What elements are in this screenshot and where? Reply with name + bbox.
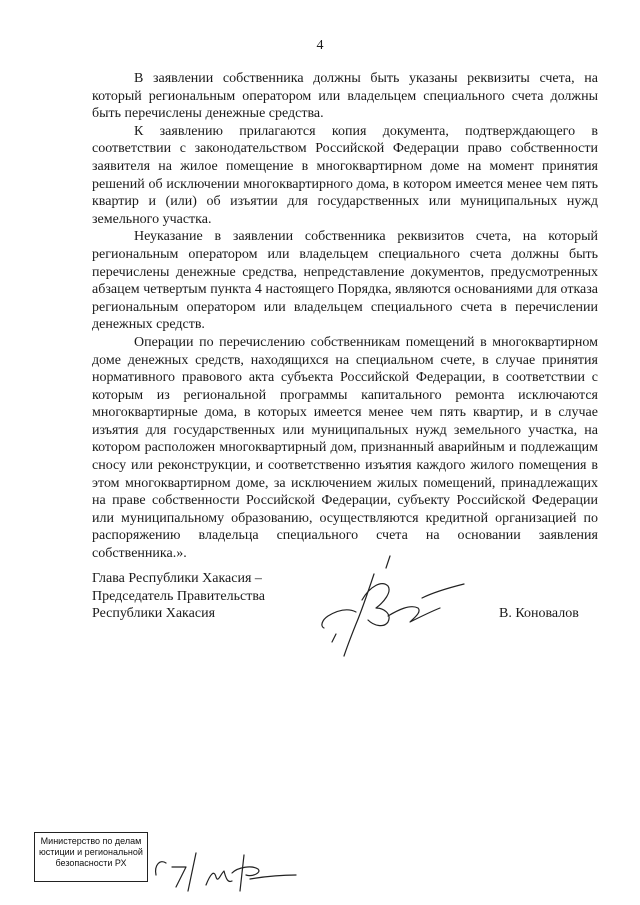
document-body — [92, 70, 598, 563]
signatory-title-line: Глава Республики Хакасия – — [92, 571, 262, 586]
page-number: 4 — [316, 38, 324, 53]
ministry-stamp — [34, 832, 148, 882]
signatory-title-line: Председатель Правительства — [92, 588, 265, 604]
paragraph-transfer-operations: Операции по перечислению собственникам помещений в многоквартирном доме денежных средств, находящихся на специальном счете, в случае принятия нормативного правового акта субъекта Российской Федерации, в соответствии с которым из региональной программы капитального ремонта исключаются многоквартирные дома, в которых имеется менее чем пять квартир, и в случае изъятия для государственных или муниципальных нужд земельного участка, на котором расположен многоквартирный дом, признанный аварийным и подлежащим сносу или реконструкции, и соответственно изъятия каждого жилого помещения в этом многоквартирном доме, за исключением жилых помещений, принадлежащих на праве собственности Российской Федерации, субъекту Российской Федерации или муниципальному образованию, осуществляются кредитной организацией по распоряжению владельца специального счета на основании заявления собственника.». — [92, 334, 598, 562]
paragraph-attachments: К заявлению прилагаются копия документа, подтверждающего в соответствии с законодательством Российской Федерации право собственности заявителя на жилое помещение в многоквартирном доме на момент принятия решений об исключении многоквартирного дома, в котором имеется менее чем пять квартир и (или) об изъятии для государственных или муниципальных нужд земельного участка. — [92, 123, 598, 227]
paragraph-account-details: В заявлении собственника должны быть указаны реквизиты счета, на который региональным оператором или владельцем специального счета должны быть перечислены денежные средства. — [92, 71, 598, 122]
signatory-title — [92, 570, 265, 623]
signatory-title-line: Республики Хакасия — [92, 606, 216, 622]
paragraph-refusal-grounds: Неуказание в заявлении собственника реквизитов счета, на который региональным оператором или владельцем специального счета должны быть перечислены денежные средства, непредставление документов, предусмотренных абзацем четвертым пункта 4 настоящего Порядка, являются основаниями для отказа региональным оператором или владельцем специального счета в перечислении денежных средств. — [92, 229, 598, 333]
stamp-line: Министерство по делам — [40, 836, 142, 846]
handwritten-initials — [152, 845, 302, 895]
stamp-line: юстиции и региональной — [39, 847, 143, 857]
signatory-name: В. Коновалов — [499, 606, 579, 621]
stamp-line: безопасности РХ — [55, 858, 127, 868]
handwritten-signature — [318, 552, 468, 662]
